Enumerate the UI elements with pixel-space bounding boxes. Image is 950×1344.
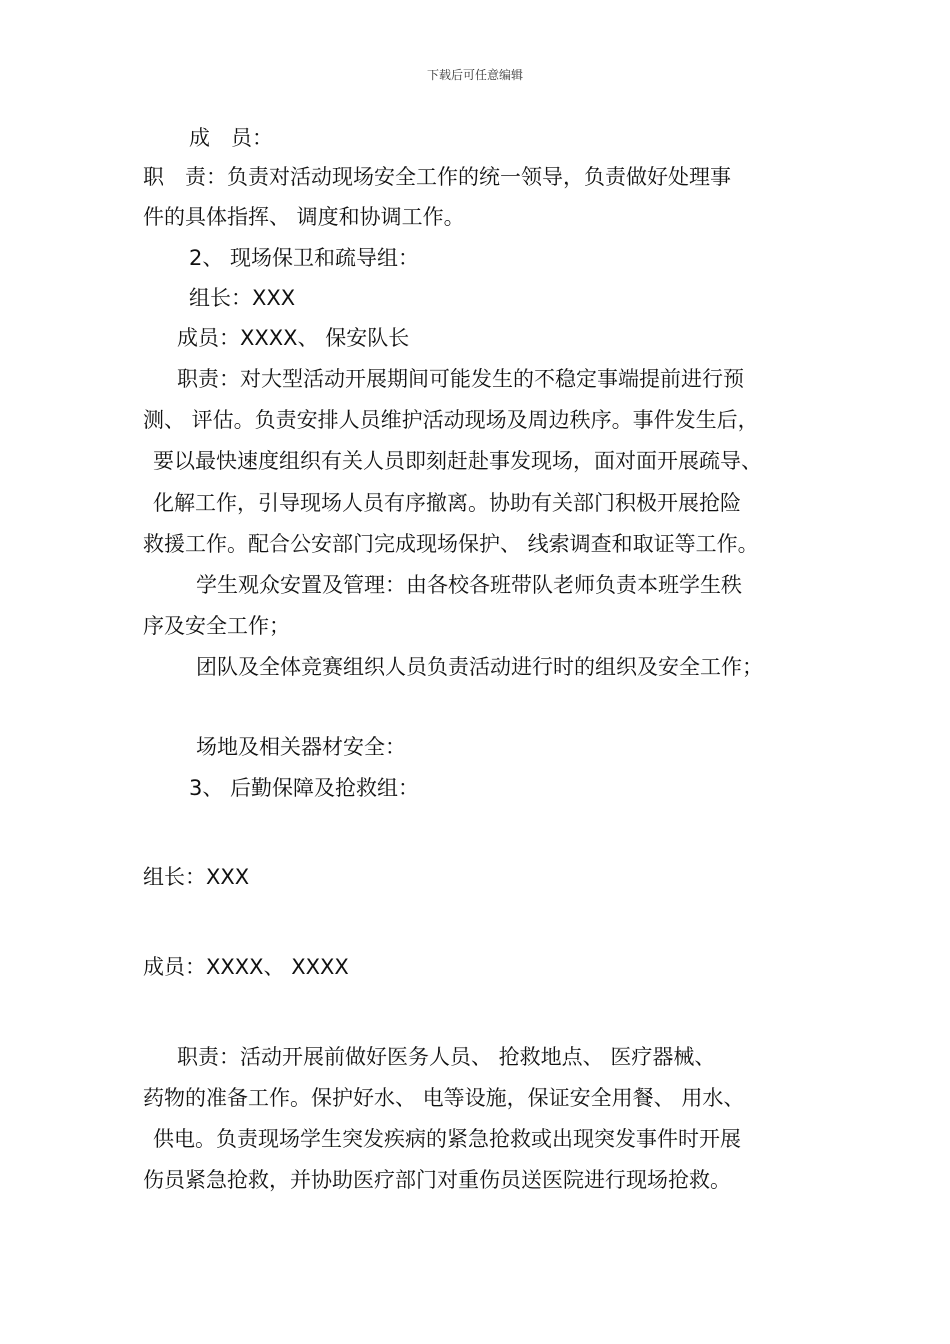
security-duties-line-5: 救援工作。配合公安部门完成现场保护、 线索调查和取证等工作。 xyxy=(143,532,759,556)
logistics-duties-line-1: 职责：活动开展前做好医务人员、 抢救地点、 医疗器械、 xyxy=(177,1045,716,1069)
security-duties-line-1: 职责：对大型活动开展期间可能发生的不稳定事端提前进行预 xyxy=(177,367,744,391)
logistics-duties-line-2: 药物的准备工作。保护好水、 电等设施，保证安全用餐、 用水、 xyxy=(143,1086,745,1110)
page-header-note: 下载后可任意编辑 xyxy=(426,68,523,82)
student-audience-line-1: 学生观众安置及管理：由各校各班带队老师负责本班学生秩 xyxy=(196,573,742,597)
team-staff-line: 团队及全体竞赛组织人员负责活动进行时的组织及安全工作； xyxy=(196,655,763,679)
logistics-leader-line: 组长：XXX xyxy=(143,865,250,889)
members-line: 成 员： xyxy=(189,126,273,150)
group-leader-line: 组长：XXX xyxy=(189,286,296,310)
security-duties-line-4: 化解工作，引导现场人员有序撤离。协助有关部门积极开展抢险 xyxy=(153,491,741,515)
logistics-duties-line-4: 伤员紧急抢救，并协助医疗部门对重伤员送医院进行现场抢救。 xyxy=(143,1168,731,1192)
student-audience-line-2: 序及安全工作； xyxy=(143,614,290,638)
group-members-line: 成员：XXXX、 保安队长 xyxy=(177,326,410,350)
duties-line-continued: 件的具体指挥、 调度和协调工作。 xyxy=(143,205,465,229)
section-2-heading: 2、 现场保卫和疏导组： xyxy=(189,246,420,270)
venue-equipment-line: 场地及相关器材安全： xyxy=(196,735,406,759)
security-duties-line-2: 测、 评估。负责安排人员维护活动现场及周边秩序。事件发生后， xyxy=(143,408,759,432)
logistics-duties-line-3: 供电。负责现场学生突发疾病的紧急抢救或出现突发事件时开展 xyxy=(153,1127,741,1151)
security-duties-line-3: 要以最快速度组织有关人员即刻赶赴事发现场，面对面开展疏导、 xyxy=(153,449,762,473)
duties-line: 职 责：负责对活动现场安全工作的统一领导，负责做好处理事 xyxy=(143,165,731,189)
section-3-heading: 3、 后勤保障及抢救组： xyxy=(189,776,420,800)
logistics-members-line: 成员：XXXX、 XXXX xyxy=(143,955,349,979)
